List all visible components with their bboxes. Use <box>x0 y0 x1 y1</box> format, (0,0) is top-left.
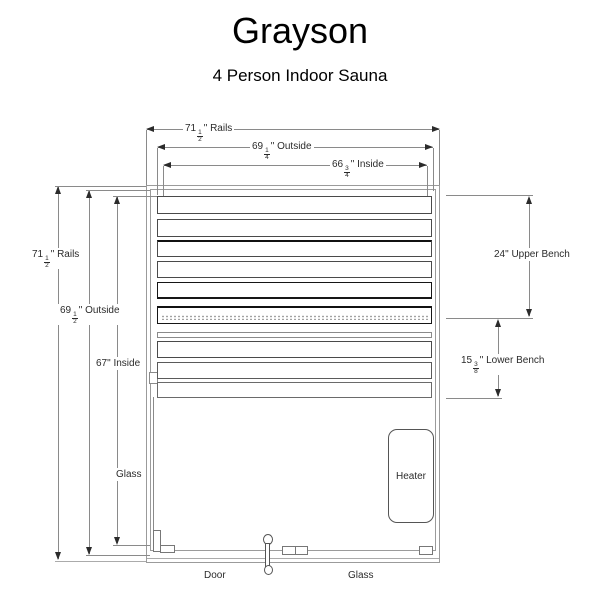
dim-label-top-outside: 69 $\frac{1}{4}$ " Outside <box>252 141 312 161</box>
extension-line <box>446 318 533 319</box>
dim-arrow <box>55 186 61 194</box>
fraction: $\frac{1}{4}$ <box>265 147 269 161</box>
extension-line <box>446 398 502 399</box>
dim-line-inside-width <box>164 165 427 166</box>
page-subtitle: 4 Person Indoor Sauna <box>212 66 388 85</box>
bench-board <box>157 306 432 324</box>
dim-label-left-rails: 71 $\frac{1}{2}$ " Rails <box>32 249 80 269</box>
page-title: Grayson <box>231 10 369 51</box>
door-hinge-bracket <box>160 545 175 553</box>
dim-arrow <box>163 162 171 168</box>
dim-arrow <box>157 144 165 150</box>
bench-board <box>157 362 432 379</box>
extension-line <box>55 186 146 187</box>
board-grain-texture <box>161 315 428 320</box>
dim-label-lower-bench: 15 $\frac{3}{8}$ " Lower Bench <box>461 355 545 375</box>
bench-board <box>157 282 432 299</box>
dim-arrow <box>86 190 92 198</box>
sauna-base-rail-line <box>147 558 439 559</box>
dim-arrow <box>425 144 433 150</box>
extension-line <box>433 148 434 191</box>
extension-line <box>113 545 150 546</box>
glass-wall-line <box>153 397 154 551</box>
dim-arrow <box>146 126 154 132</box>
bench-board <box>157 341 432 358</box>
dim-line-outside-height <box>89 191 90 554</box>
dim-label-left-inside: 67" Inside <box>96 358 141 369</box>
extension-line <box>55 561 146 562</box>
bench-rail <box>157 332 432 338</box>
bench-board <box>157 240 432 257</box>
fraction: $\frac{1}{2}$ <box>45 255 49 269</box>
label-door: Door <box>204 570 226 581</box>
dim-arrow <box>526 309 532 317</box>
dim-label-top-inside: 66 $\frac{3}{4}$ " Inside <box>332 159 384 179</box>
door-latch-plate <box>295 546 308 555</box>
extension-line <box>157 148 158 195</box>
bench-board <box>157 261 432 278</box>
door-handle-icon <box>264 565 273 575</box>
heater <box>388 429 434 523</box>
dim-label-left-glass: Glass <box>116 469 142 480</box>
fraction: $\frac{3}{8}$ <box>474 361 478 375</box>
extension-line <box>86 190 150 191</box>
glass-wall-clip <box>419 546 433 555</box>
extension-line <box>446 195 533 196</box>
extension-line <box>427 166 428 196</box>
dim-arrow <box>86 547 92 555</box>
extension-line <box>86 555 150 556</box>
dim-arrow <box>495 389 501 397</box>
dim-arrow <box>55 552 61 560</box>
extension-line <box>163 166 164 196</box>
fraction: $\frac{1}{2}$ <box>73 311 77 325</box>
dim-label-left-outside: 69 $\frac{1}{2}$ " Outside <box>60 305 120 325</box>
bench-board <box>157 196 432 214</box>
dim-line-inside-height <box>117 197 118 543</box>
extension-line <box>146 130 147 185</box>
dim-arrow <box>114 196 120 204</box>
label-glass-front: Glass <box>348 570 374 581</box>
extension-line <box>113 196 157 197</box>
extension-line <box>439 130 440 185</box>
bench-board <box>157 219 432 237</box>
dim-arrow <box>526 196 532 204</box>
dim-arrow <box>419 162 427 168</box>
heater-label: Heater <box>395 470 426 482</box>
dim-arrow <box>495 319 501 327</box>
fraction: $\frac{3}{4}$ <box>345 165 349 179</box>
bench-board <box>157 382 432 398</box>
dim-label-upper-bench: 24" Upper Bench <box>494 249 570 260</box>
fraction: $\frac{1}{2}$ <box>198 129 202 143</box>
door-latch-plate <box>282 546 296 555</box>
dim-line-rails-height <box>58 187 59 559</box>
dim-arrow <box>114 537 120 545</box>
dim-label-top-rails: 71 $\frac{1}{2}$ " Rails <box>185 123 233 143</box>
